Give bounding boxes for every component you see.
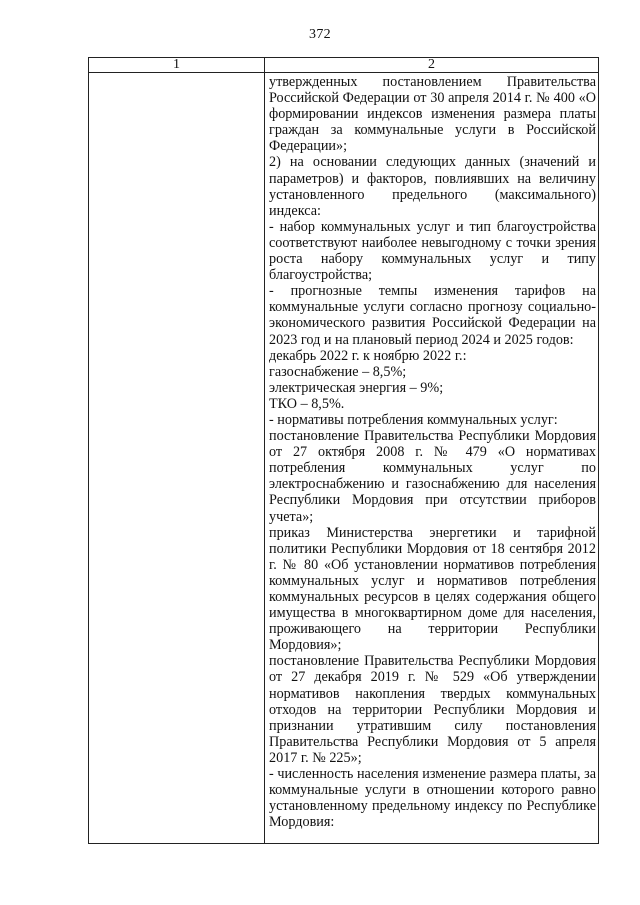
table-body-row xyxy=(89,73,599,844)
text-column-cell xyxy=(265,73,599,844)
paragraph: газоснабжение – 8,5%; xyxy=(269,363,407,380)
table-header-row xyxy=(89,58,599,73)
paragraph: постановление Правительства Республики Мордовия от 27 декабря 2019 г. № 529 «Об утверждении нормативов накопления твердых коммунальных отходов на территории Республики Мордовия и признании утратившим силу постановления Правительства Республики Мордовия от 5 апреля 2017 г. № 225»; xyxy=(269,653,596,766)
column-header-1: 1 xyxy=(89,58,265,73)
paragraph: приказ Министерства энергетики и тарифной политики Республики Мордовия от 18 сентября 2012 г. № 80 «Об установлении нормативов потребления коммунальных услуг и нормативов потребления коммунальных ресурсов в целях содержания общего имущества в многоквартирном доме для населения, проживающего на территории Республики Мордовия»; xyxy=(269,524,596,654)
paragraph: ТКО – 8,5%. xyxy=(269,395,345,412)
paragraph: электрическая энергия – 9%; xyxy=(269,379,444,396)
paragraph: утвержденных постановлением Правительства Российской Федерации от 30 апреля 2014 г. № 400 «О формировании индексов изменения размера платы граждан за коммунальные услуги в Российской Федерации»; xyxy=(269,74,596,155)
document-table xyxy=(88,57,599,844)
page-number: 372 xyxy=(309,27,331,42)
paragraph: 2) на основании следующих данных (значений и параметров) и факторов, повлиявших на величину установленного предельного (максимального) индекса: xyxy=(269,154,596,219)
paragraph: постановление Правительства Республики Мордовия от 27 октября 2008 г. № 479 «О нормативах потребления коммунальных услуг по электроснабжению и газоснабжению для населения Республики Мордовия при отсутствии приборов учета»; xyxy=(269,428,596,525)
paragraph: - численность населения изменение размера платы, за коммунальные услуги в отношении которого равно установленному предельному индексу по Республике Мордовия: xyxy=(269,766,596,831)
paragraph: - прогнозные темпы изменения тарифов на коммунальные услуги согласно прогнозу социально-экономического развития Российской Федерации на 2023 год и на плановый период 2024 и 2025 годов: xyxy=(269,283,596,348)
paragraph: декабрь 2022 г. к ноябрю 2022 г.: xyxy=(269,347,467,364)
paragraph: - нормативы потребления коммунальных услуг: xyxy=(269,411,558,428)
paragraph: - набор коммунальных услуг и тип благоустройства соответствуют наиболее невыгодному с точки зрения роста набору коммунальных услуг и типу благоустройства; xyxy=(269,218,596,284)
column-header-2: 2 xyxy=(265,58,599,73)
cell-text xyxy=(265,73,598,830)
empty-column-cell xyxy=(89,73,265,844)
